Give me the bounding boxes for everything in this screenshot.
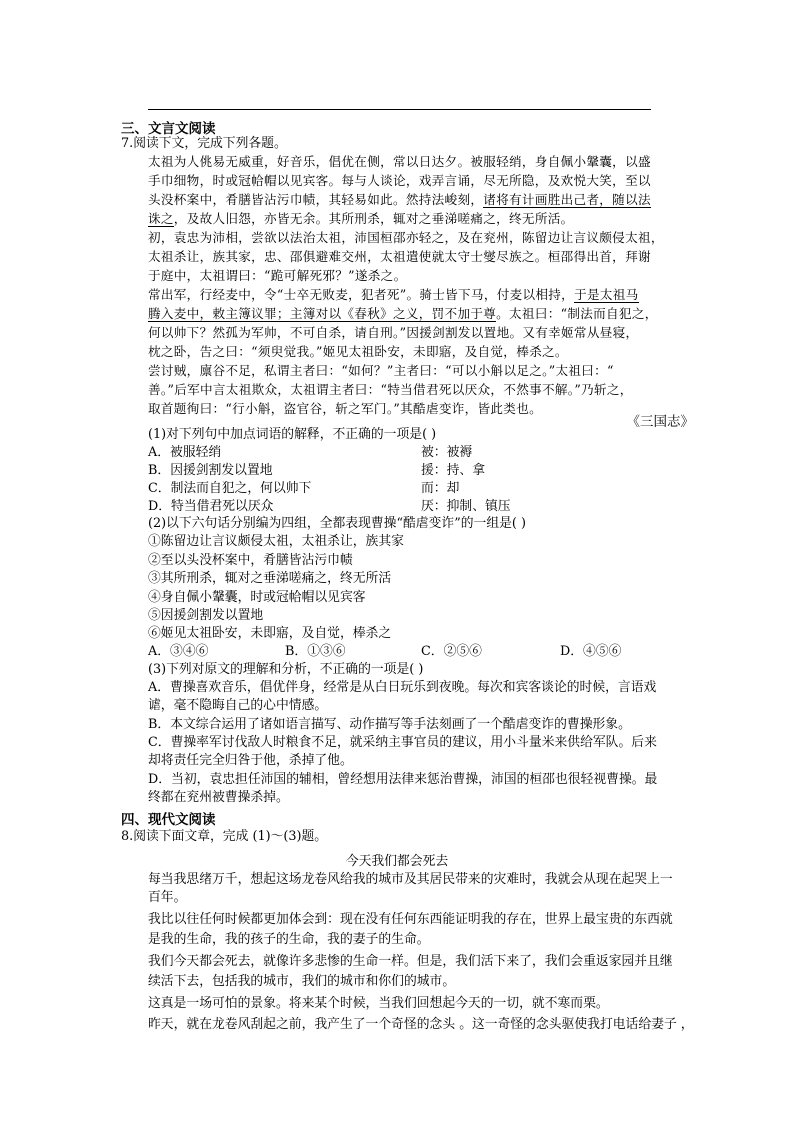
question-8-intro: 8.阅读下面文章，完成 (1)～(3)题。 xyxy=(121,829,328,844)
sub-question-3-line: 谑，毫不隐晦自己的心中情感。 xyxy=(148,698,328,713)
passage-line: 何以帅下？然孤为军帅，不可自杀，请自刑。”因援剑割发以置地。又有幸姬常从昼寝， xyxy=(148,325,639,340)
underlined-text: 诸将有计画胜出己者，随以法 xyxy=(483,192,651,207)
top-divider xyxy=(148,109,651,110)
passage-line: 于庭中，太祖谓曰：“跪可解死邪？”遂杀之。 xyxy=(148,268,407,283)
sub-question-2-item: ⑥姬见太祖卧安，未即寤，及自觉，棒杀之 xyxy=(148,626,392,641)
option-b-phrase: B．因援剑割发以置地 xyxy=(148,463,273,478)
sub-question-3-line: 却将责任完全归咎于他，杀掉了他。 xyxy=(148,753,353,768)
article-paragraph-line: 续活下去，包括我的城市，我们的城市和你们的城市。 xyxy=(148,974,456,989)
sub-question-2-item: ①陈留边让言议颇侵太祖，太祖杀让，族其家 xyxy=(148,534,404,549)
passage-text: ，及故人旧怨，亦皆无余。其所刑杀，辄对之垂涕嗟痛之，终无所活。 xyxy=(173,211,574,226)
passage-line: 初，袁忠为沛相，尝欲以法治太祖，沛国桓邵亦轻之，及在兖州，陈留边让言议颇侵太祖， xyxy=(148,230,664,245)
passage-line: 太祖杀让，族其家，忠、邵俱避难交州，太祖遣使就太守士燮尽族之。桓邵得出首，拜谢 xyxy=(148,249,651,264)
passage-line: 枕之卧，告之曰：“须臾觉我。”姬见太祖卧安，未即寤，及自觉，棒杀之。 xyxy=(148,344,568,359)
choice-d: D．④⑤⑥ xyxy=(560,644,622,659)
sub-question-2-item: ②至以头没杯案中，肴膳皆沾污巾帻 xyxy=(148,553,353,568)
article-paragraph-line: 这真是一场可怕的景象。将来某个时候，当我们回想起今天的一切，就不寒而栗。 xyxy=(148,996,609,1011)
source-citation: 《三国志》 xyxy=(626,414,694,430)
sub-question-2-stem: (2)以下六句话分别编为四组，全都表现曹操“酷虐变诈”的一组是( ) xyxy=(148,516,526,531)
sub-question-2-item: ③其所刑杀，辄对之垂涕嗟痛之，终无所活 xyxy=(148,571,392,586)
sub-question-3-line: B．本文综合运用了诸如语言描写、动作描写等手法刻画了一个酷虐变诈的曹操形象。 xyxy=(148,717,631,732)
passage-line xyxy=(148,305,658,323)
section-3-heading: 三、文言文阅读 xyxy=(121,121,216,137)
option-d-gloss: 厌：抑制、镇压 xyxy=(421,499,511,514)
underlined-text: 于是太祖马 xyxy=(574,287,639,302)
sub-question-3-line: A．曹操喜欢音乐，倡优伴身，经常是从白日玩乐到夜晚。每次和宾客谈论的时候，言语戏 xyxy=(148,680,657,695)
article-paragraph-line: 每当我思绪万千，想起这场龙卷风给我的城市及其居民带来的灾难时，我就会从现在起哭上一 xyxy=(148,872,673,887)
choice-a: A．③④⑥ xyxy=(148,644,209,659)
sub-question-1-stem: (1)对下列句中加点词语的解释，不正确的一项是( ) xyxy=(148,427,437,442)
option-d-phrase: D．特当借君死以厌众 xyxy=(148,499,274,514)
passage-line xyxy=(148,210,574,228)
passage-line: 太祖为人佻易无威重，好音乐，倡优在侧，常以日达夕。被服轻绡，身自佩小鞶囊，以盛 xyxy=(148,154,651,169)
sub-question-3-stem: (3)下列对原文的理解和分析，不正确的一项是( ) xyxy=(148,662,424,677)
article-paragraph-line: 昨天，就在龙卷风刮起之前，我产生了一个奇怪的念头 。这一奇怪的念头驱使我打电话给妻子 ， xyxy=(148,1017,694,1032)
sub-question-2-item: ⑤因援剑割发以置地 xyxy=(148,608,264,623)
underlined-text: 腾入麦中，敕主簿议罪；主簿对以《春秋》之义，罚不加于尊 xyxy=(148,306,497,321)
passage-text: 。太祖曰：“制法而自犯之， xyxy=(496,306,658,321)
choice-b: B．①③⑥ xyxy=(285,644,346,659)
passage-line: 手巾细物，时或冠帢帽以见宾客。每与人谈论，戏弄言诵，尽无所隐，及欢悦大笑，至以 xyxy=(148,173,651,188)
option-b-gloss: 援：持、拿 xyxy=(421,463,485,478)
underlined-text: 诛之 xyxy=(148,211,174,226)
article-paragraph-line: 我们今天都会死去，就像许多悲惨的生命一样。但是，我们活下来了，我们会重返家园并且继 xyxy=(148,954,673,969)
article-title: 今天我们都会死去 xyxy=(345,854,449,869)
sub-question-2-item: ④身自佩小鞶囊，时或冠帢帽以见宾客 xyxy=(148,590,366,605)
choice-c: C．②⑤⑥ xyxy=(421,644,482,659)
passage-line xyxy=(148,191,651,209)
article-paragraph-line: 我比以往任何时候都更加体会到：现在没有任何东西能证明我的存在，世界上最宝贵的东西就 xyxy=(148,912,673,927)
passage-line xyxy=(148,286,639,304)
article-paragraph-line: 是我的生命，我的孩子的生命，我的妻子的生命。 xyxy=(148,932,430,947)
option-a-gloss: 被：被褥 xyxy=(421,445,473,460)
passage-line: 取首题徇曰：“行小斛，盗官谷，斩之军门。”其酷虐变诈，皆此类也。 xyxy=(148,401,542,416)
passage-line: 善。”后军中言太祖欺众，太祖谓主者曰：“特当借君死以厌众，不然事不解。”乃斩之， xyxy=(148,382,633,397)
sub-question-3-line: C．曹操率军讨伐敌人时粮食不足，就采纳主事官员的建议，用小斗量米来供给军队。后来 xyxy=(148,735,657,750)
sub-question-3-line: 终都在兖州被曹操杀掉。 xyxy=(148,790,289,805)
question-7-intro: 7.阅读下文，完成下列各题。 xyxy=(121,136,287,151)
option-c-gloss: 而：却 xyxy=(421,481,460,496)
sub-question-3-line: D．当初，袁忠担任沛国的辅相，曾经想用法律来惩治曹操，沛国的桓邵也很轻视曹操。最 xyxy=(148,772,658,787)
passage-line: 尝讨贼，廪谷不足，私谓主者曰：“如何？”主者曰：“可以小斛以足之。”太祖曰：“ xyxy=(148,363,614,378)
section-4-heading: 四、现代文阅读 xyxy=(121,812,216,828)
passage-text: 常出军，行经麦中，令“士卒无败麦，犯者死”。骑士皆下马，付麦以相持， xyxy=(148,287,575,302)
article-paragraph-line: 百年。 xyxy=(148,890,187,905)
option-a-phrase: A．被服轻绡 xyxy=(148,445,222,460)
option-c-phrase: C．制法而自犯之，何以帅下 xyxy=(148,481,312,496)
passage-text: 头没杯案中，肴膳皆沾污巾帻，其轻易如此。然持法峻刻， xyxy=(148,192,484,207)
